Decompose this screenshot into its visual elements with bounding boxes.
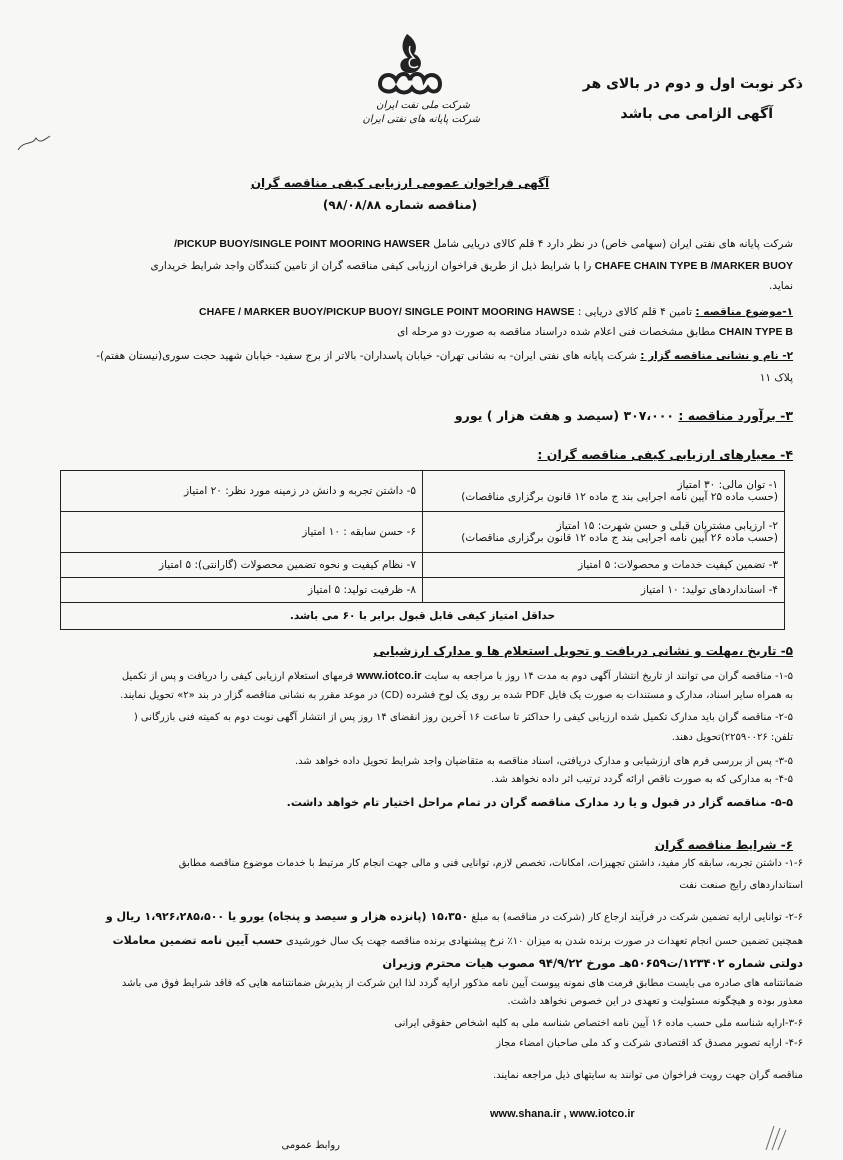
section-1-items: CHAFE / MARKER BUOY/PICKUP BUOY/ SINGLE POINT MOORING HAWSE bbox=[198, 306, 575, 318]
section-5-1-line-1: ۱-۵- مناقصه گران می توانند از تاریخ انتشار آگهی دوم به مدت ۱۴ روز با مراجعه به سایت www.iotco.ir فرمهای استعلام ارزیابی کیفی را دریافت و پس از تکمیل bbox=[121, 670, 793, 682]
section-5-3: ۳-۵- پس از بررسی فرم های ارزشیابی و مدارک دریافتی، اسناد مناقصه به متقاضیان واجد شرایط تحویل داده خواهد شد. bbox=[294, 756, 793, 767]
section-6-1-line-2: استانداردهای رایج صنعت نفت bbox=[679, 880, 803, 891]
intro-line-1-fa: شرکت پایانه های نفتی ایران (سهامی خاص) در نظر دارد ۴ قلم کالای دریایی شامل bbox=[433, 238, 793, 250]
criteria-footer-row bbox=[61, 603, 785, 630]
logo-caption-2: شرکت پایانه های نفتی ایران bbox=[362, 114, 480, 125]
criteria-cell: ۳- تضمین کیفیت خدمات و محصولات: ۵ امتیاز bbox=[423, 553, 785, 578]
section-4-label: ۴- معیارهای ارزیابی کیفی مناقصه گران : bbox=[537, 447, 793, 462]
websites-line[interactable]: www.shana.ir , www.iotco.ir bbox=[490, 1108, 635, 1120]
section-6-2-line-1: ۲-۶- توانایی ارایه تضمین شرکت در فرآیند ارجاع کار (شرکت در مناقصه) به مبلغ ۱۵،۳۵۰ (پانزده هزار و سیصد و پنجاه) یورو یا ۱،۹۲۶،۲۸۵،۵۰۰ ریال و bbox=[105, 910, 803, 923]
iotco-link[interactable]: www.iotco.ir bbox=[356, 670, 422, 682]
footer-fragment: روابط عمومی bbox=[281, 1140, 340, 1151]
notice-line-1: ذکر نوبت اول و دوم در بالای هر bbox=[582, 76, 803, 92]
section-3-value: ۳۰۷،۰۰۰ (سیصد و هفت هزار ) یورو bbox=[454, 408, 674, 423]
section-2-label: ۲- نام و نشانی مناقصه گزار : bbox=[640, 350, 793, 362]
section-1-items-2: CHAIN TYPE B bbox=[718, 326, 793, 338]
criteria-cell: ۷- نظام کیفیت و نحوه تضمین محصولات (گارانتی): ۵ امتیاز bbox=[61, 553, 423, 578]
section-5-1-line-2: به همراه سایر اسناد، مدارک و مستندات به صورت یک فایل PDF شده بر روی یک لوح فشرده (CD) در موعد مقرر به نشانی مناقصه گزار در بند «۲» تحویل نمایند. bbox=[120, 690, 793, 701]
page-title: آگهی فراخوان عمومی ارزیابی کیفی مناقصه گران bbox=[250, 176, 550, 190]
criteria-cell: ۶- حسن سابقه : ۱۰ امتیاز bbox=[61, 512, 423, 553]
section-2-line-2: پلاک ۱۱ bbox=[759, 372, 793, 384]
tender-number: (مناقصه شماره ۹۸/۰۸/۸۸) bbox=[322, 198, 478, 212]
minimum-score: حداقل امتیاز کیفی قابل قبول برابر با ۶۰ می باشد. bbox=[61, 603, 785, 630]
stamp-mark-icon bbox=[760, 1120, 800, 1156]
section-6-1-line-1: ۱-۶- داشتن تجربه، سابقه کار مفید، داشتن تجهیزات، امکانات، تخصص لازم، توانایی فنی و مالی جهت انجام کار مرتبط با خدمات موضوع مناقصه مطابق bbox=[178, 858, 803, 869]
section-1-line-2 bbox=[33, 326, 793, 338]
section-5-4: ۴-۵- به مدارکی که به صورت ناقص ارائه گردد ترتیب اثر داده نخواهد شد. bbox=[491, 774, 793, 785]
logo-caption-1: شرکت ملی نفت ایران bbox=[376, 100, 470, 111]
intro-line-2 bbox=[33, 260, 793, 272]
intro-line-1-en: PICKUP BUOY/SINGLE POINT MOORING HAWSER/ bbox=[174, 238, 430, 250]
criteria-cell: ۴- استانداردهای تولید: ۱۰ امتیاز bbox=[423, 578, 785, 603]
criteria-row-1 bbox=[61, 471, 785, 512]
section-1-text-2: مطابق مشخصات فنی اعلام شده دراسناد مناقصه به صورت دو مرحله ای bbox=[397, 326, 716, 338]
scribble-icon bbox=[14, 128, 54, 158]
section-6-label: ۶- شرایط مناقصه گران bbox=[654, 838, 793, 852]
criteria-row-2 bbox=[61, 512, 785, 553]
section-6-2-line-4: ضمانتنامه های صادره می بایست مطابق فرمت های نمونه پیوست آیین نامه مذکور ارایه گردد لذا این شرکت از پذیرش ضمانتنامه هایی که فاقد شرایط فوق می باشد bbox=[121, 978, 803, 989]
section-1-label: ۱-موضوع مناقصه : bbox=[695, 306, 793, 318]
criteria-cell: ۸- ظرفیت تولید: ۵ امتیاز bbox=[61, 578, 423, 603]
criteria-table bbox=[60, 470, 785, 630]
intro-line-2-en: CHAFE CHAIN TYPE B /MARKER BUOY bbox=[594, 260, 793, 272]
criteria-cell: ۲- ارزیابی مشتریان قبلی و حسن شهرت: ۱۵ امتیاز (حسب ماده ۲۶ آیین نامه اجرایی بند ج ماده ۱۲ قانون برگزاری مناقصات) bbox=[423, 512, 785, 553]
criteria-cell: ۱- توان مالی: ۳۰ امتیاز (حسب ماده ۲۵ آیین نامه اجرایی بند ج ماده ۱۲ قانون برگزاری مناقصات) bbox=[423, 471, 785, 512]
section-6-4: ۴-۶- ارایه تصویر مصدق کد اقتصادی شرکت و کد ملی صاحبان امضاء مجاز bbox=[496, 1038, 803, 1049]
section-6-2-line-5: معذور بوده و هیچگونه مسئولیت و تعهدی در این خصوص نخواهد داشت. bbox=[507, 996, 803, 1007]
section-6-3: ۳-۶-ارایه شناسه ملی حسب ماده ۱۶ آیین نامه اختصاص شناسه ملی به کلیه اشخاص حقوقی ایرانی bbox=[394, 1018, 803, 1029]
intro-line-2-fa: را با شرایط ذیل از طریق فراخوان ارزیابی کیفی مناقصه گران از تامین کنندگان واجد شرایط خریداری bbox=[150, 260, 592, 272]
section-5-label: ۵- تاریخ ،مهلت و نشانی دریافت و تحویل استعلام ها و مدارک ارزشیابی bbox=[373, 644, 793, 658]
section-5-5: ۵-۵- مناقصه گزار در قبول و یا رد مدارک مناقصه گران در تمام مراحل اختیار تام خواهد داشت. bbox=[286, 796, 793, 809]
section-2-line-1 bbox=[33, 350, 793, 362]
section-5-2-line-1: ۲-۵- مناقصه گران باید مدارک تکمیل شده ارزیابی کیفی را حداکثر تا ساعت ۱۶ آخرین روز انقضای ۱۴ روز پس از انتشار آگهی نوبت دوم به کمیته فنی بازرگانی ( bbox=[133, 712, 793, 723]
closing-text: مناقصه گران جهت رویت فراخوان می توانند به سایتهای ذیل مراجعه نمایند. bbox=[492, 1070, 803, 1081]
intro-line-1 bbox=[33, 238, 793, 250]
section-6-2-line-3: دولتی شماره ۱۲۳۴۰۲/ت۵۰۶۵۹هـ مورخ ۹۴/۹/۲۲ مصوب هیات محترم وزیران bbox=[382, 956, 803, 970]
intro-line-3: نماید. bbox=[769, 280, 793, 292]
section-1-text: تامین ۴ قلم کالای دریایی : bbox=[577, 306, 693, 318]
section-3-label: ۳- برآورد مناقصه : bbox=[678, 408, 793, 423]
section-3 bbox=[293, 408, 793, 423]
criteria-row-3 bbox=[61, 553, 785, 578]
section-6-2-line-2: همچنین تضمین حسن انجام تعهدات در صورت برنده شدن به میزان ۱۰٪ نرخ پیشنهادی برنده مناقصه جهت یک سال خورشیدی حسب آیین نامه تضمین معاملات bbox=[112, 934, 803, 947]
notice-line-2: آگهی الزامی می باشد bbox=[620, 106, 773, 122]
section-2-text: شرکت پایانه های نفتی ایران- به نشانی تهران- خیابان پاسداران- بالاتر از برج سفید- خیابان شهید حجت سوری(نیستان هفتم)- bbox=[96, 350, 637, 362]
section-1-line-1 bbox=[33, 306, 793, 318]
section-5-2-line-2: تلفن: ۲۲۵۹۰۰۲۶)تحویل دهند. bbox=[671, 732, 793, 743]
criteria-row-4 bbox=[61, 578, 785, 603]
criteria-cell: ۵- داشتن تجربه و دانش در زمینه مورد نظر: ۲۰ امتیاز bbox=[61, 471, 423, 512]
